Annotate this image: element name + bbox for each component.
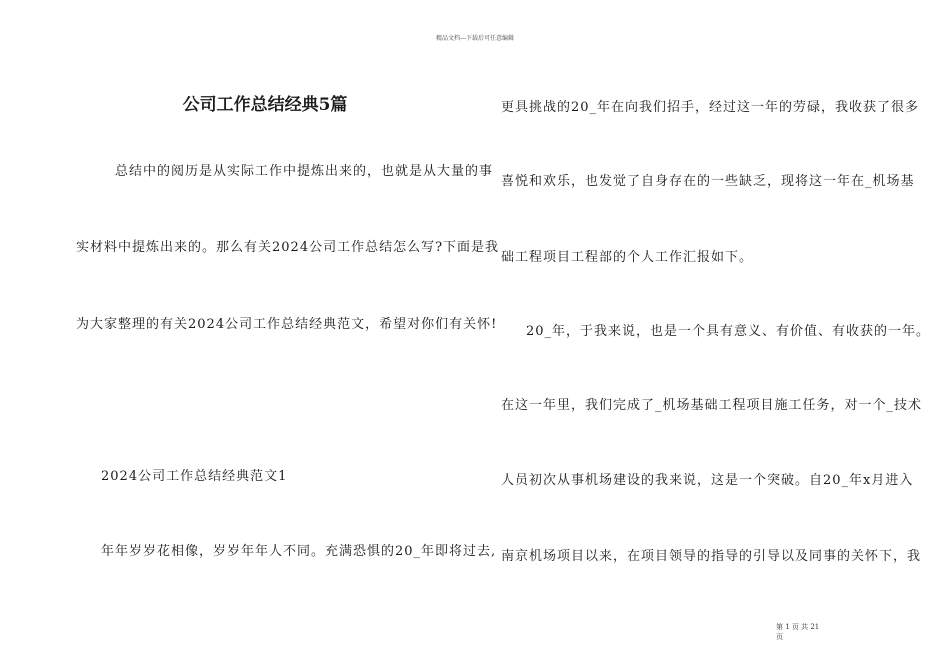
body-line: 础工程项目工程部的个人工作汇报如下。 (501, 250, 754, 265)
body-line: 总结中的阅历是从实际工作中提炼出来的，也就是从大量的事 (115, 164, 494, 179)
body-line: 更具挑战的20_年在向我们招手，经过这一年的劳碌，我收获了很多 (501, 100, 920, 115)
page-number-line1: 第 1 页 共 21 (776, 623, 820, 631)
body-line: 年年岁岁花相像，岁岁年年人不同。充满恐惧的20_年即将过去, (101, 544, 497, 559)
body-line: 人员初次从事机场建设的我来说，这是一个突破。自20_年x月进入 (501, 473, 914, 488)
page-number-line2: 页 (776, 633, 783, 641)
body-line: 实材料中提炼出来的。那么有关2024公司工作总结怎么写?下面是我 (76, 240, 500, 255)
document-title: 公司工作总结经典5篇 (182, 95, 348, 115)
section-heading: 2024公司工作总结经典范文1 (101, 469, 288, 484)
body-line: 喜悦和欢乐，也发觉了自身存在的一些缺乏，现将这一年在_机场基 (501, 174, 915, 189)
page-number (776, 622, 819, 642)
page-header: 精品文档---下载后可任意编辑 (435, 35, 515, 42)
body-line: 南京机场项目以来，在项目领导的指导的引导以及同事的关怀下，我 (501, 549, 922, 564)
body-line: 20_年，于我来说，也是一个具有意义、有价值、有收获的一年。 (526, 324, 931, 339)
body-line: 为大家整理的有关2024公司工作总结经典范文，希望对你们有关怀! (76, 317, 498, 332)
body-line: 在这一年里，我们完成了_机场基础工程项目施工任务，对一个_技术 (501, 398, 923, 413)
